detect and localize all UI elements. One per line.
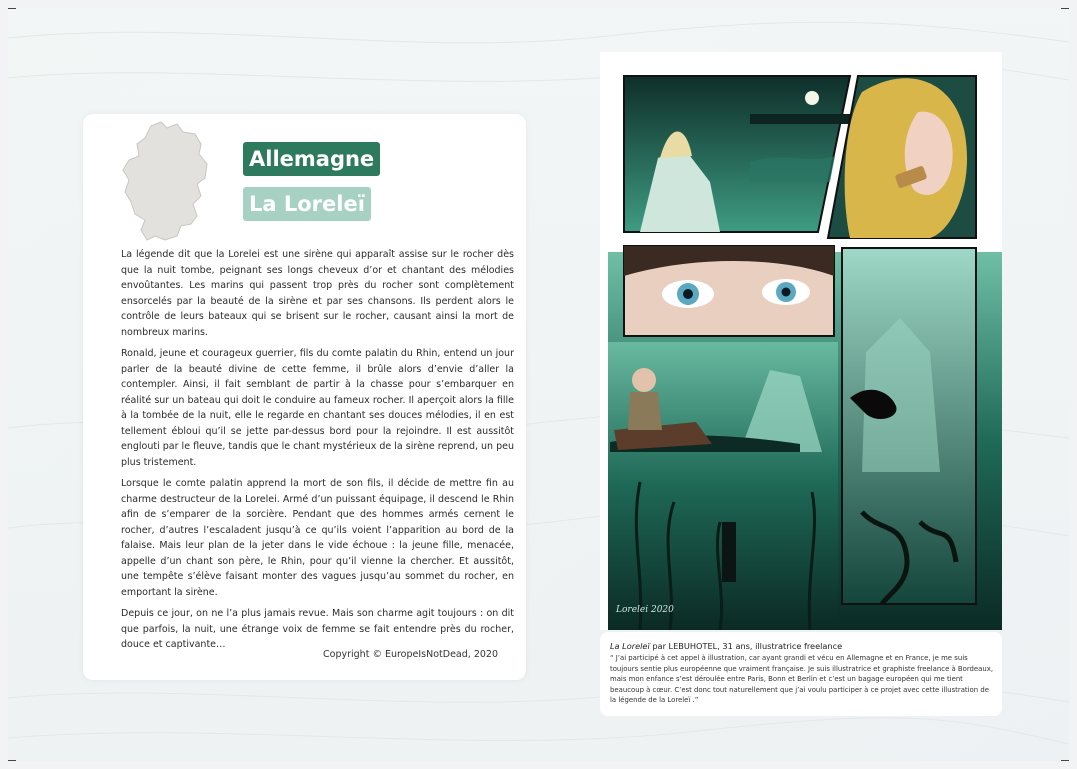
comic-panel [842,248,976,604]
comic-illustration [600,52,1002,630]
paragraph: Lorsque le comte palatin apprend la mort de son fils, il décide de mettre fin au charme destructeur de la Lorelei. Armé d’un puissant équipage, il descend le Rhin afin de s’emparer de la sorcière. Pendant que des hommes armés cernent le rocher, d’autres l’escaladent jusqu’à ce qu’ils voient l’apparition au bord de la falaise. Mais leur plan de la jeter dans le vide échoue : la jeune fille, menacée, appelle d’un chant son père, le Rhin, pour qu’il vienne la chercher. Et aussitôt, une tempête s’élève faisant monter des vagues jusqu’au sommet du rocher, en emportant la sirène. [121,478,514,598]
germany-map-icon [121,120,213,242]
paragraph: La légende dit que la Lorelei est une sirène qui apparaît assise sur le rocher dès que la nuit tombe, peignant ses longs cheveux d’or et chantant des mélodies envoûtantes. Les marins qui passent trop près du rocher sont complètement ensorcelés par la beauté de la sirène et par ses chansons. Ils perdent alors le contrôle de leurs bateaux qui se brisent sur le rocher, causant ainsi la mort de nombreux marins. [121,249,514,338]
comic-panel [608,342,838,630]
legend-text [121,247,514,659]
caption-quote: “ J’ai participé à cet appel à illustration, car ayant grandi et vécu en Allemagne et en France, je me suis toujours sentie plus européenne que vraiment française. Je suis illustratrice et graphiste freelance à Bordeaux, mais mon enfance s’est déroulée entre Paris, Bonn et Berlin et c’est un bagage européen qui me tient beaucoup à cœur. C’est donc tout naturellement que j’ai voulu participer à ce projet avec cette illustration de la légende de la Loreleï .” [610,654,994,705]
crop-mark [1061,760,1069,761]
legend-card [83,114,526,680]
legend-title-tag: La Loreleï [243,187,371,221]
paragraph: Ronald, jeune et courageux guerrier, fils du comte palatin du Rhin, entend un jour parler de la beauté divine de cette femme, il brûle alors d’envie d’aller la contempler. Ainsi, il fait semblant de partir à la chasse pour s’embarquer en réalité sur un bateau qui doit le conduire au fameux rocher. Il aperçoit alors la fille à la tombée de la nuit, elle le regarde en chantant ses douces mélodies, il en est tellement ébloui qu’il se jette par-dessus bord pour la rejoindre. Il est aussitôt englouti par le fleuve, tandis que le chant mystérieux de la sirène reprend, un peu plus tristement. [121,348,514,468]
crop-mark [8,760,16,761]
country-tag: Allemagne [243,142,380,176]
caption-title: La Loreleï [610,641,650,651]
copyright-notice: Copyright © EuropeIsNotDead, 2020 [323,649,498,660]
crop-mark [8,8,16,9]
paragraph: Depuis ce jour, on ne l’a plus jamais revue. Mais son charme agit toujours : on dit que parfois, la nuit, une étrange voix de femme se fait entendre près du rocher, douce et captivante… [121,608,514,650]
artist-signature: Lorelei 2020 [616,605,674,615]
artwork-card [600,52,1002,630]
caption-author: par LEBUHOTEL, 31 ans, illustratrice freelance [649,641,843,651]
comic-panel [624,76,850,232]
comic-panel [624,246,834,336]
artwork-caption [600,632,1002,716]
caption-header [610,641,842,651]
magazine-spread [8,8,1069,761]
crop-mark [1061,8,1069,9]
